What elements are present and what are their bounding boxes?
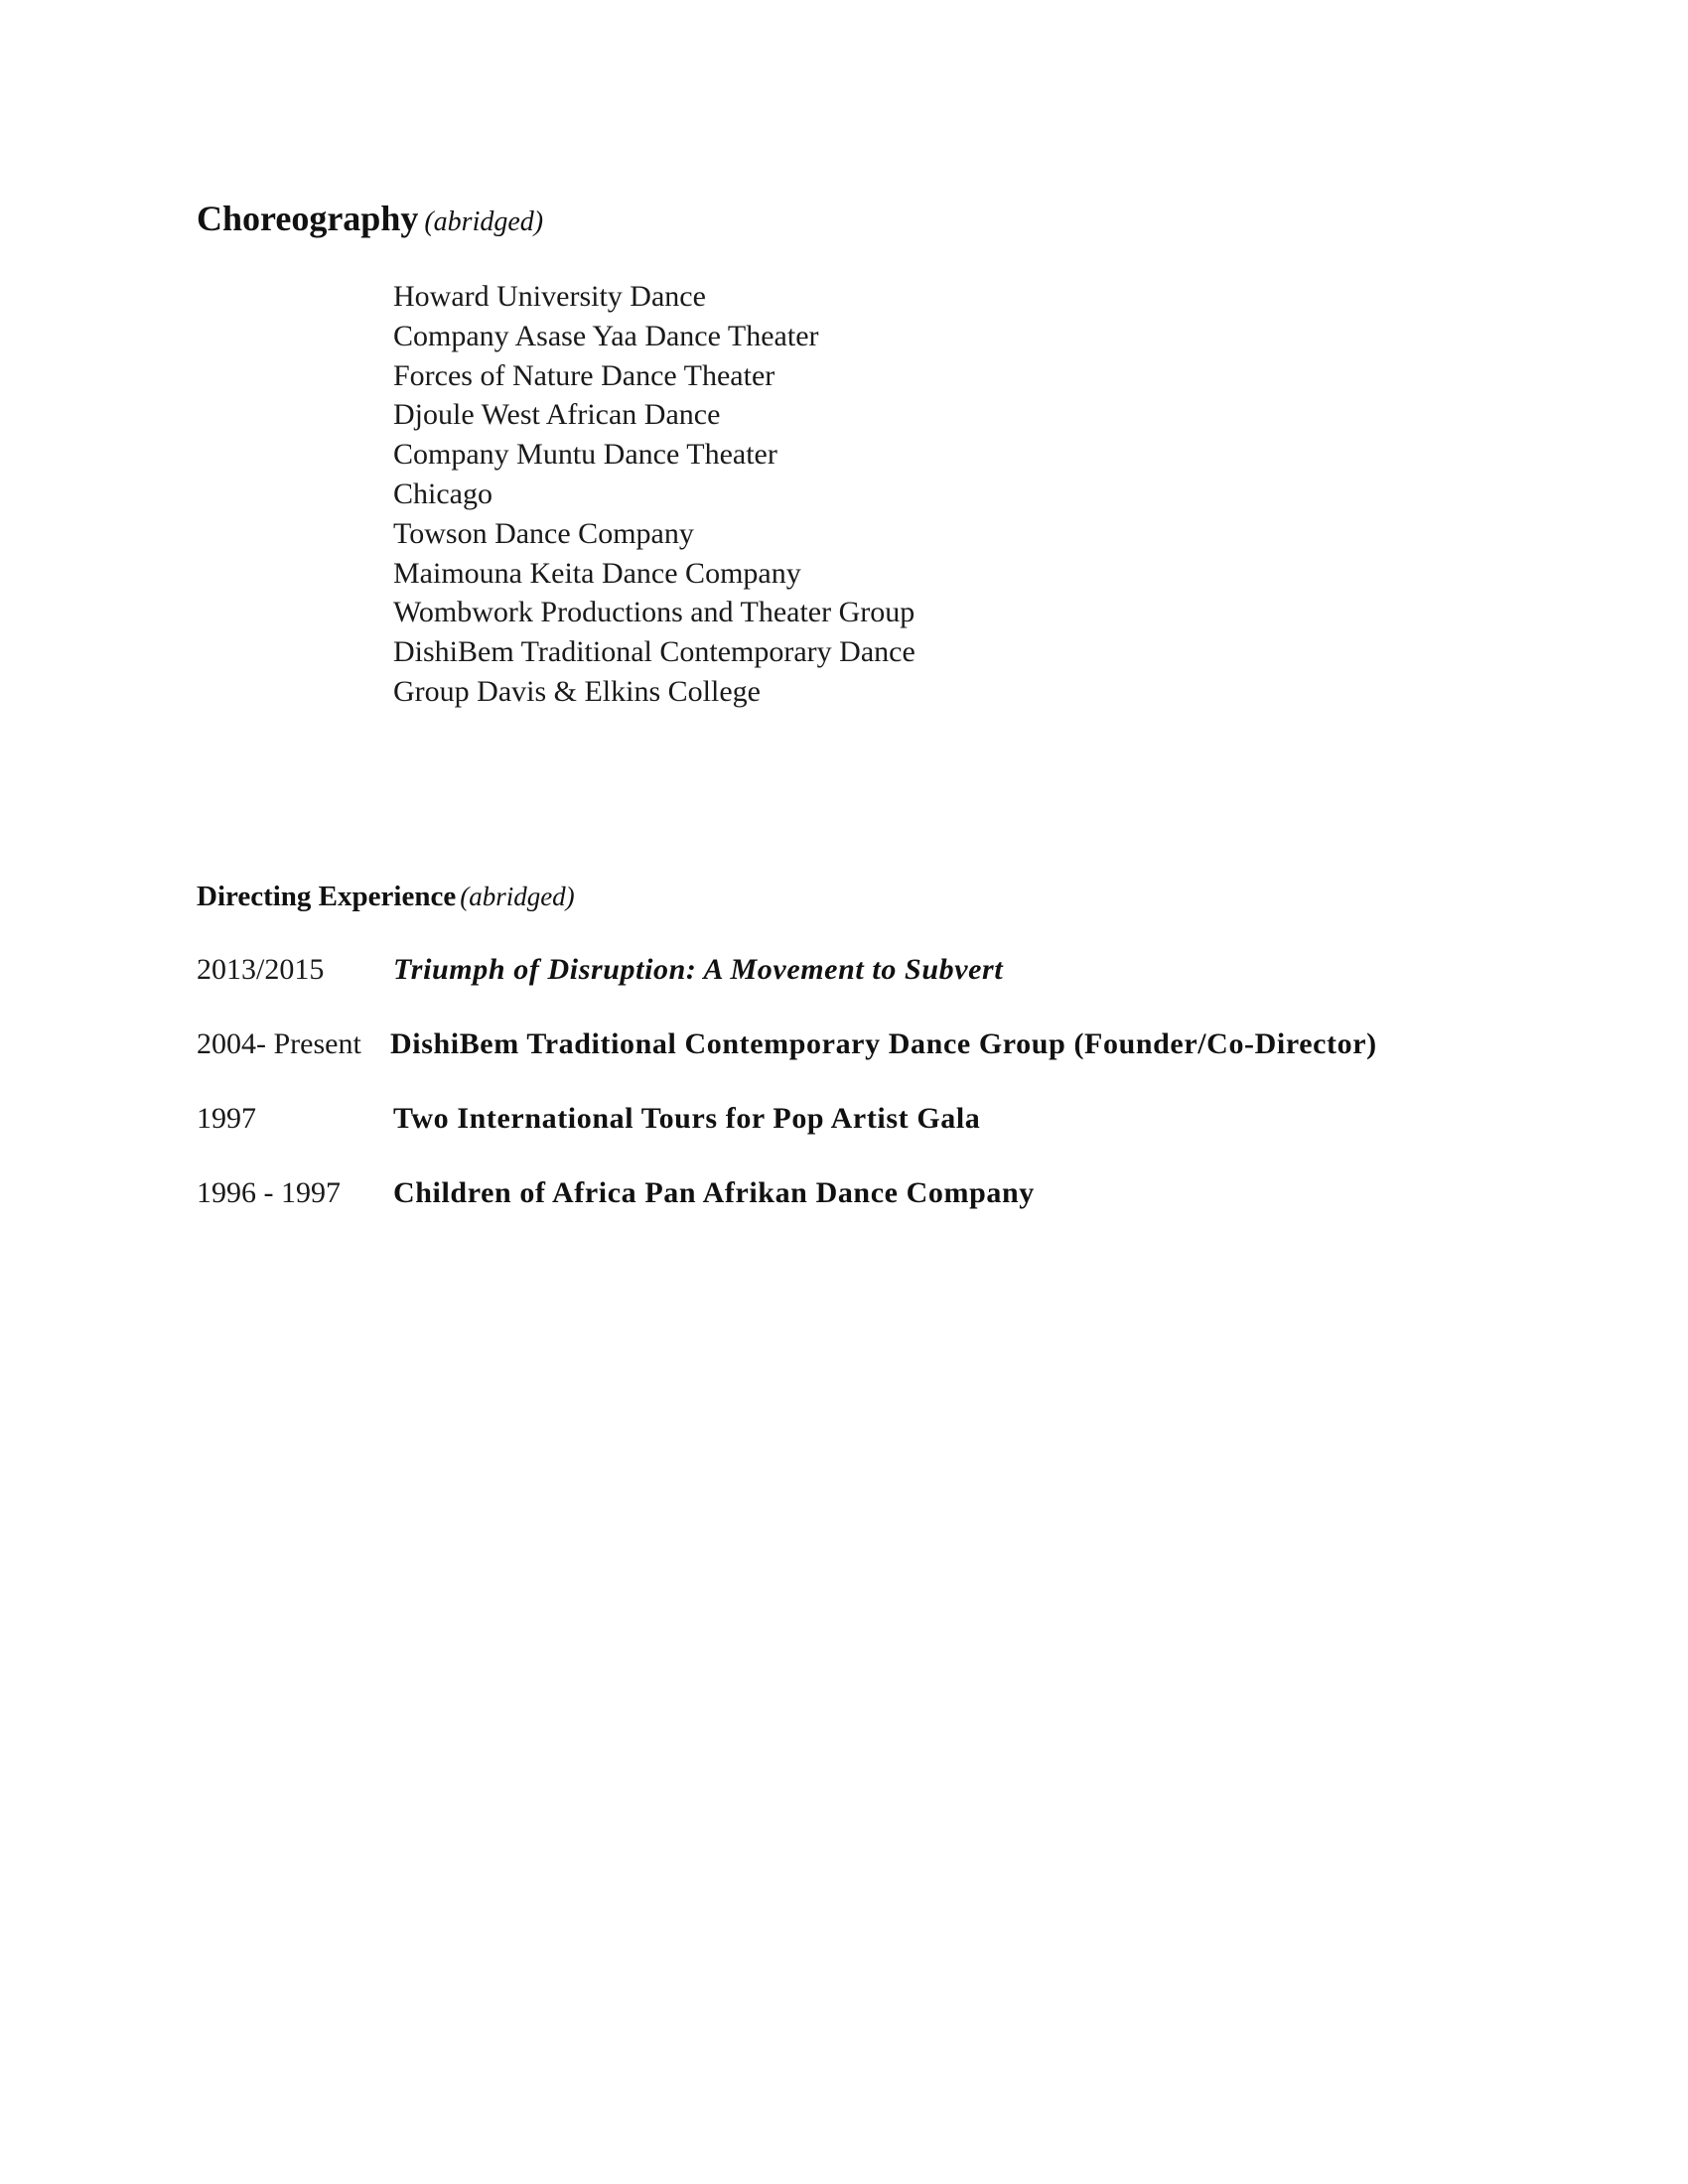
choreography-item: Wombwork Productions and Theater Group (393, 596, 915, 629)
directing-entry-date: 1996 - 1997 (197, 1176, 341, 1209)
directing-entry (197, 1176, 1587, 1216)
choreography-item: Chicago (393, 477, 492, 510)
directing-entry-title: Two International Tours for Pop Artist Gala (393, 1102, 981, 1135)
directing-entry-date: 2004- Present (197, 1027, 361, 1060)
directing-entry (197, 1102, 1587, 1142)
choreography-item: Djoule West African Dance (393, 398, 721, 432)
directing-entry-title: Children of Africa Pan Afrikan Dance Company (393, 1176, 1035, 1209)
directing-entry-title: Triumph of Disruption: A Movement to Subvert (393, 953, 1004, 986)
directing-entry-date: 2013/2015 (197, 953, 325, 986)
choreography-list (393, 277, 915, 712)
choreography-item: Group Davis & Elkins College (393, 674, 761, 708)
directing-heading-text: Directing Experience (197, 881, 457, 912)
choreography-item: Company Asase Yaa Dance Theater (393, 319, 819, 352)
directing-entry (197, 953, 1587, 993)
directing-entry (197, 1027, 1587, 1067)
choreography-item: Howard University Dance (393, 280, 706, 313)
choreography-item: Towson Dance Company (393, 516, 694, 550)
directing-entry-title: DishiBem Traditional Contemporary Dance Group (Founder/Co-Director) (390, 1027, 1377, 1060)
choreography-item: Maimouna Keita Dance Company (393, 556, 801, 590)
directing-qualifier: (abridged) (460, 882, 575, 911)
choreography-heading (197, 198, 543, 239)
directing-heading (197, 881, 575, 913)
choreography-qualifier: (abridged) (424, 206, 544, 237)
directing-entry-date: 1997 (197, 1102, 256, 1135)
choreography-item: DishiBem Traditional Contemporary Dance (393, 635, 915, 669)
choreography-item: Forces of Nature Dance Theater (393, 358, 775, 392)
choreography-item: Company Muntu Dance Theater (393, 438, 777, 472)
choreography-heading-text: Choreography (197, 199, 419, 238)
